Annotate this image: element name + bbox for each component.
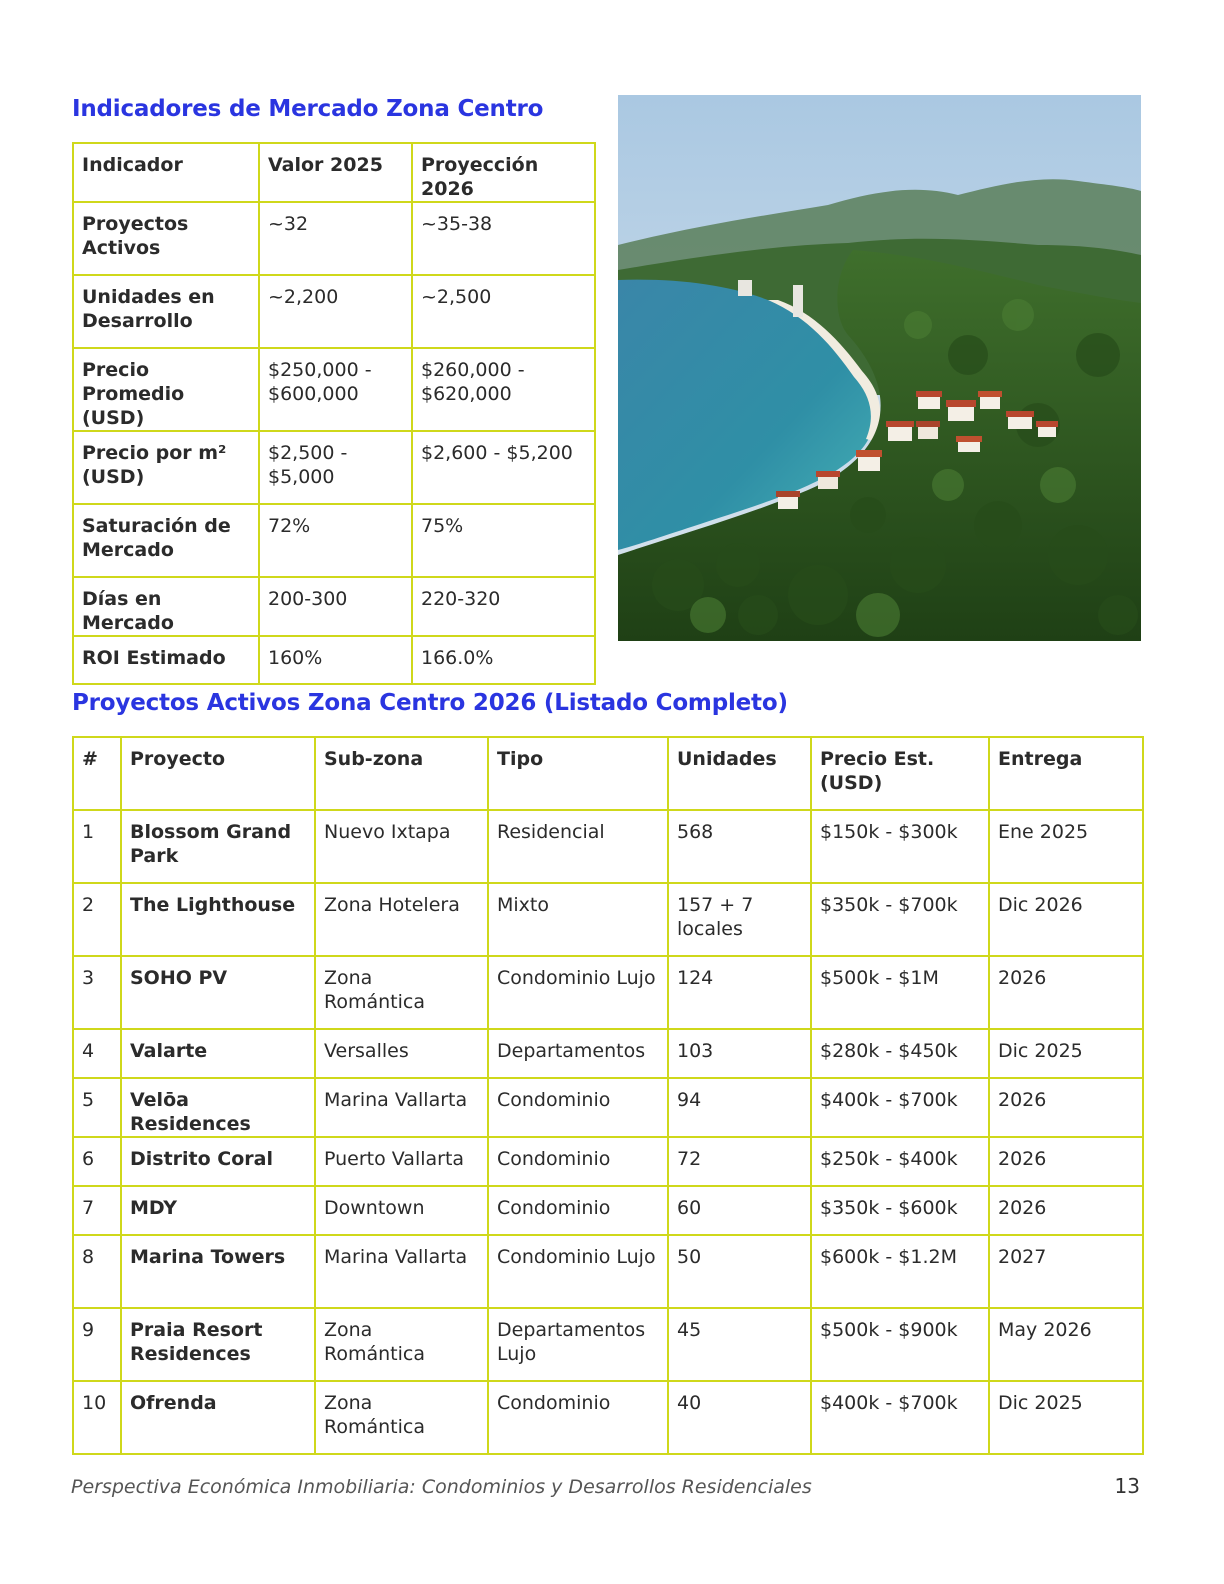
coastal-hillside-town-icon (618, 95, 1141, 641)
indicator-name: Saturación de Mercado (73, 504, 259, 577)
indicator-value-2026: 166.0% (412, 636, 595, 684)
project-units: 72 (668, 1137, 811, 1186)
project-units: 50 (668, 1235, 811, 1308)
project-number: 2 (73, 883, 121, 956)
indicators-section-title: Indicadores de Mercado Zona Centro (72, 96, 544, 122)
indicator-name: Precio por m² (USD) (73, 431, 259, 504)
project-price: $250k - $400k (811, 1137, 989, 1186)
indicator-value-2025: 72% (259, 504, 412, 577)
project-delivery: 2026 (989, 1186, 1143, 1235)
project-name: SOHO PV (121, 956, 315, 1029)
project-units: 45 (668, 1308, 811, 1381)
indicator-name: Precio Promedio (USD) (73, 348, 259, 431)
project-number: 5 (73, 1078, 121, 1137)
indicator-value-2025: ~2,200 (259, 275, 412, 348)
project-delivery: Dic 2025 (989, 1381, 1143, 1454)
project-subzone: Zona Hotelera (315, 883, 488, 956)
column-header-value-2025: Valor 2025 (259, 143, 412, 202)
market-indicators-table (72, 142, 596, 685)
column-header-number: # (73, 737, 121, 810)
column-header-price: Precio Est. (USD) (811, 737, 989, 810)
project-units: 103 (668, 1029, 811, 1078)
table-row (73, 1078, 1143, 1137)
project-delivery: Ene 2025 (989, 810, 1143, 883)
projects-section-title: Proyectos Activos Zona Centro 2026 (Listado Completo) (72, 690, 788, 716)
project-delivery: 2026 (989, 1078, 1143, 1137)
project-number: 3 (73, 956, 121, 1029)
project-type: Condominio (488, 1186, 668, 1235)
project-units: 60 (668, 1186, 811, 1235)
project-name: Distrito Coral (121, 1137, 315, 1186)
page-number: 13 (1114, 1474, 1140, 1498)
indicator-value-2026: 75% (412, 504, 595, 577)
project-subzone: Zona Romántica (315, 1308, 488, 1381)
project-name: Praia Resort Residences (121, 1308, 315, 1381)
project-delivery: 2026 (989, 1137, 1143, 1186)
project-delivery: 2027 (989, 1235, 1143, 1308)
column-header-projection-2026: Proyección 2026 (412, 143, 595, 202)
project-type: Departamentos (488, 1029, 668, 1078)
indicator-value-2025: 200-300 (259, 577, 412, 636)
indicator-value-2026: $260,000 - $620,000 (412, 348, 595, 431)
project-subzone: Marina Vallarta (315, 1078, 488, 1137)
project-type: Departamentos Lujo (488, 1308, 668, 1381)
project-number: 4 (73, 1029, 121, 1078)
column-header-type: Tipo (488, 737, 668, 810)
table-row (73, 431, 595, 504)
table-row (73, 810, 1143, 883)
project-price: $500k - $1M (811, 956, 989, 1029)
project-number: 10 (73, 1381, 121, 1454)
column-header-subzone: Sub-zona (315, 737, 488, 810)
project-units: 568 (668, 810, 811, 883)
indicator-value-2026: $2,600 - $5,200 (412, 431, 595, 504)
table-header-row (73, 143, 595, 202)
column-header-project: Proyecto (121, 737, 315, 810)
project-type: Mixto (488, 883, 668, 956)
table-row (73, 1137, 1143, 1186)
project-delivery: 2026 (989, 956, 1143, 1029)
indicator-name: Unidades en Desarrollo (73, 275, 259, 348)
project-type: Condominio Lujo (488, 1235, 668, 1308)
project-number: 1 (73, 810, 121, 883)
column-header-units: Unidades (668, 737, 811, 810)
project-price: $280k - $450k (811, 1029, 989, 1078)
indicator-name: ROI Estimado (73, 636, 259, 684)
coastal-town-photo (618, 95, 1141, 641)
table-row (73, 1381, 1143, 1454)
table-row (73, 1029, 1143, 1078)
project-price: $150k - $300k (811, 810, 989, 883)
project-units: 94 (668, 1078, 811, 1137)
project-subzone: Downtown (315, 1186, 488, 1235)
project-price: $350k - $600k (811, 1186, 989, 1235)
indicator-value-2025: $250,000 - $600,000 (259, 348, 412, 431)
indicator-value-2025: 160% (259, 636, 412, 684)
table-row (73, 956, 1143, 1029)
table-row (73, 1308, 1143, 1381)
project-delivery: May 2026 (989, 1308, 1143, 1381)
project-subzone: Puerto Vallarta (315, 1137, 488, 1186)
column-header-indicator: Indicador (73, 143, 259, 202)
column-header-delivery: Entrega (989, 737, 1143, 810)
project-subzone: Zona Romántica (315, 1381, 488, 1454)
project-number: 9 (73, 1308, 121, 1381)
project-name: Blossom Grand Park (121, 810, 315, 883)
project-subzone: Zona Romántica (315, 956, 488, 1029)
table-row (73, 1235, 1143, 1308)
project-subzone: Marina Vallarta (315, 1235, 488, 1308)
project-price: $400k - $700k (811, 1381, 989, 1454)
project-delivery: Dic 2025 (989, 1029, 1143, 1078)
table-row (73, 202, 595, 275)
project-price: $600k - $1.2M (811, 1235, 989, 1308)
table-row (73, 348, 595, 431)
project-number: 6 (73, 1137, 121, 1186)
project-name: MDY (121, 1186, 315, 1235)
indicator-value-2026: 220-320 (412, 577, 595, 636)
indicator-value-2025: ~32 (259, 202, 412, 275)
project-price: $500k - $900k (811, 1308, 989, 1381)
indicator-value-2026: ~2,500 (412, 275, 595, 348)
table-row (73, 883, 1143, 956)
table-row (73, 504, 595, 577)
project-price: $400k - $700k (811, 1078, 989, 1137)
project-type: Residencial (488, 810, 668, 883)
indicator-value-2026: ~35-38 (412, 202, 595, 275)
project-units: 124 (668, 956, 811, 1029)
active-projects-table (72, 736, 1144, 1455)
project-delivery: Dic 2026 (989, 883, 1143, 956)
project-number: 8 (73, 1235, 121, 1308)
project-subzone: Nuevo Ixtapa (315, 810, 488, 883)
table-row (73, 577, 595, 636)
project-units: 40 (668, 1381, 811, 1454)
table-row (73, 636, 595, 684)
project-type: Condominio Lujo (488, 956, 668, 1029)
table-header-row (73, 737, 1143, 810)
project-name: Valarte (121, 1029, 315, 1078)
project-type: Condominio (488, 1137, 668, 1186)
indicator-name: Días en Mercado (73, 577, 259, 636)
indicator-name: Proyectos Activos (73, 202, 259, 275)
project-name: Marina Towers (121, 1235, 315, 1308)
project-name: The Lighthouse (121, 883, 315, 956)
footer-document-title: Perspectiva Económica Inmobiliaria: Condominios y Desarrollos Residenciales (71, 1476, 812, 1498)
project-subzone: Versalles (315, 1029, 488, 1078)
project-name: Velōa Residences (121, 1078, 315, 1137)
table-row (73, 275, 595, 348)
project-name: Ofrenda (121, 1381, 315, 1454)
project-price: $350k - $700k (811, 883, 989, 956)
table-row (73, 1186, 1143, 1235)
project-type: Condominio (488, 1381, 668, 1454)
project-units: 157 + 7 locales (668, 883, 811, 956)
project-type: Condominio (488, 1078, 668, 1137)
indicator-value-2025: $2,500 - $5,000 (259, 431, 412, 504)
project-number: 7 (73, 1186, 121, 1235)
